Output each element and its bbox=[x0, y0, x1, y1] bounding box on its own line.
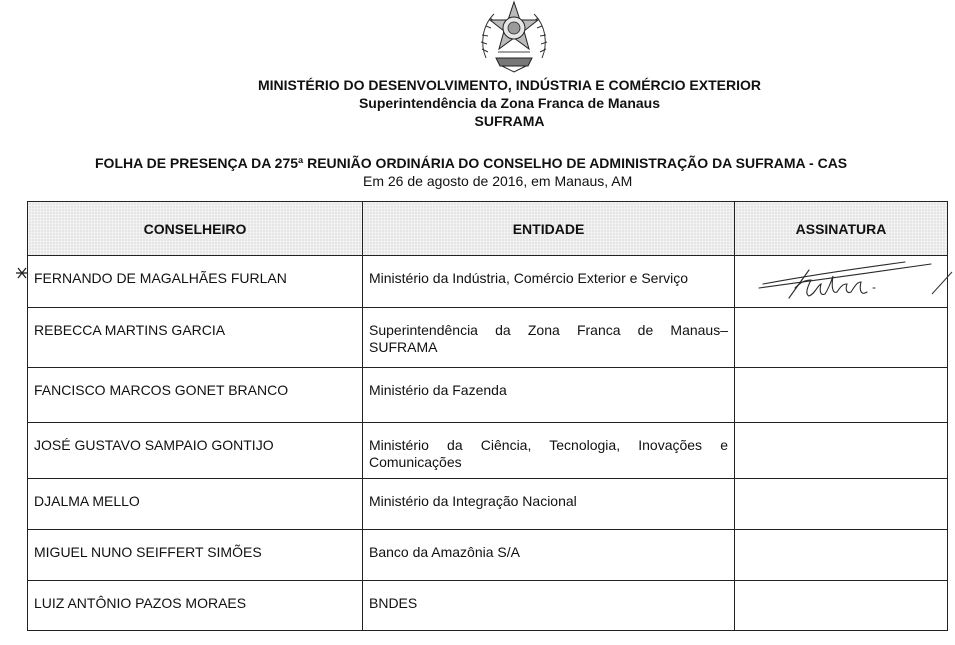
document-title: FOLHA DE PRESENÇA DA 275ª REUNIÃO ORDINÁRIA DO CONSELHO DE ADMINISTRAÇÃO DA SUFRAMA - CAS bbox=[95, 155, 848, 171]
ministry-name: MINISTÉRIO DO DESENVOLVIMENTO, INDÚSTRIA E COMÉRCIO EXTERIOR bbox=[257, 77, 761, 93]
councillor-name: REBECCA MARTINS GARCIA bbox=[28, 308, 363, 368]
column-header-signature: ASSINATURA bbox=[735, 202, 948, 256]
handwritten-signature bbox=[755, 258, 945, 306]
table-header-row bbox=[28, 202, 948, 256]
stray-pen-stroke bbox=[930, 270, 954, 296]
agency-acronym: SUFRAMA bbox=[474, 113, 545, 129]
attendance-table bbox=[27, 201, 948, 631]
column-header-councillor: CONSELHEIRO bbox=[28, 202, 363, 256]
entity-name: BNDES bbox=[363, 581, 735, 631]
councillor-name: FANCISCO MARCOS GONET BRANCO bbox=[28, 368, 363, 423]
coat-of-arms-icon bbox=[476, 0, 552, 74]
table-row bbox=[28, 368, 948, 423]
councillor-name: DJALMA MELLO bbox=[28, 479, 363, 530]
signature-cell bbox=[735, 368, 948, 423]
signature-cell bbox=[735, 256, 948, 308]
signature-cell bbox=[735, 530, 948, 581]
signature-cell bbox=[735, 479, 948, 530]
entity-name: Ministério da Integração Nacional bbox=[363, 479, 735, 530]
table-row bbox=[28, 423, 948, 479]
table-row bbox=[28, 256, 948, 308]
entity-name: Ministério da Ciência, Tecnologia, Inovações e Comunicações bbox=[363, 423, 735, 479]
councillor-name: JOSÉ GUSTAVO SAMPAIO GONTIJO bbox=[28, 423, 363, 479]
table-row bbox=[28, 308, 948, 368]
signature-cell bbox=[735, 308, 948, 368]
signature-cell bbox=[735, 581, 948, 631]
entity-name: Ministério da Indústria, Comércio Exterior e Serviço bbox=[363, 256, 735, 308]
agency-name: Superintendência da Zona Franca de Manaus bbox=[358, 95, 661, 111]
signature-cell bbox=[735, 423, 948, 479]
entity-name: Banco da Amazônia S/A bbox=[363, 530, 735, 581]
document-date-location: Em 26 de agosto de 2016, em Manaus, AM bbox=[363, 173, 633, 189]
table-row bbox=[28, 530, 948, 581]
column-header-entity: ENTIDADE bbox=[363, 202, 735, 256]
councillor-name: MIGUEL NUNO SEIFFERT SIMÕES bbox=[28, 530, 363, 581]
table-row bbox=[28, 581, 948, 631]
entity-name: Ministério da Fazenda bbox=[363, 368, 735, 423]
table-row bbox=[28, 479, 948, 530]
entity-name: Superintendência da Zona Franca de Manaus–SUFRAMA bbox=[363, 308, 735, 368]
councillor-name: LUIZ ANTÔNIO PAZOS MORAES bbox=[28, 581, 363, 631]
councillor-name: FERNANDO DE MAGALHÃES FURLAN bbox=[28, 256, 363, 308]
